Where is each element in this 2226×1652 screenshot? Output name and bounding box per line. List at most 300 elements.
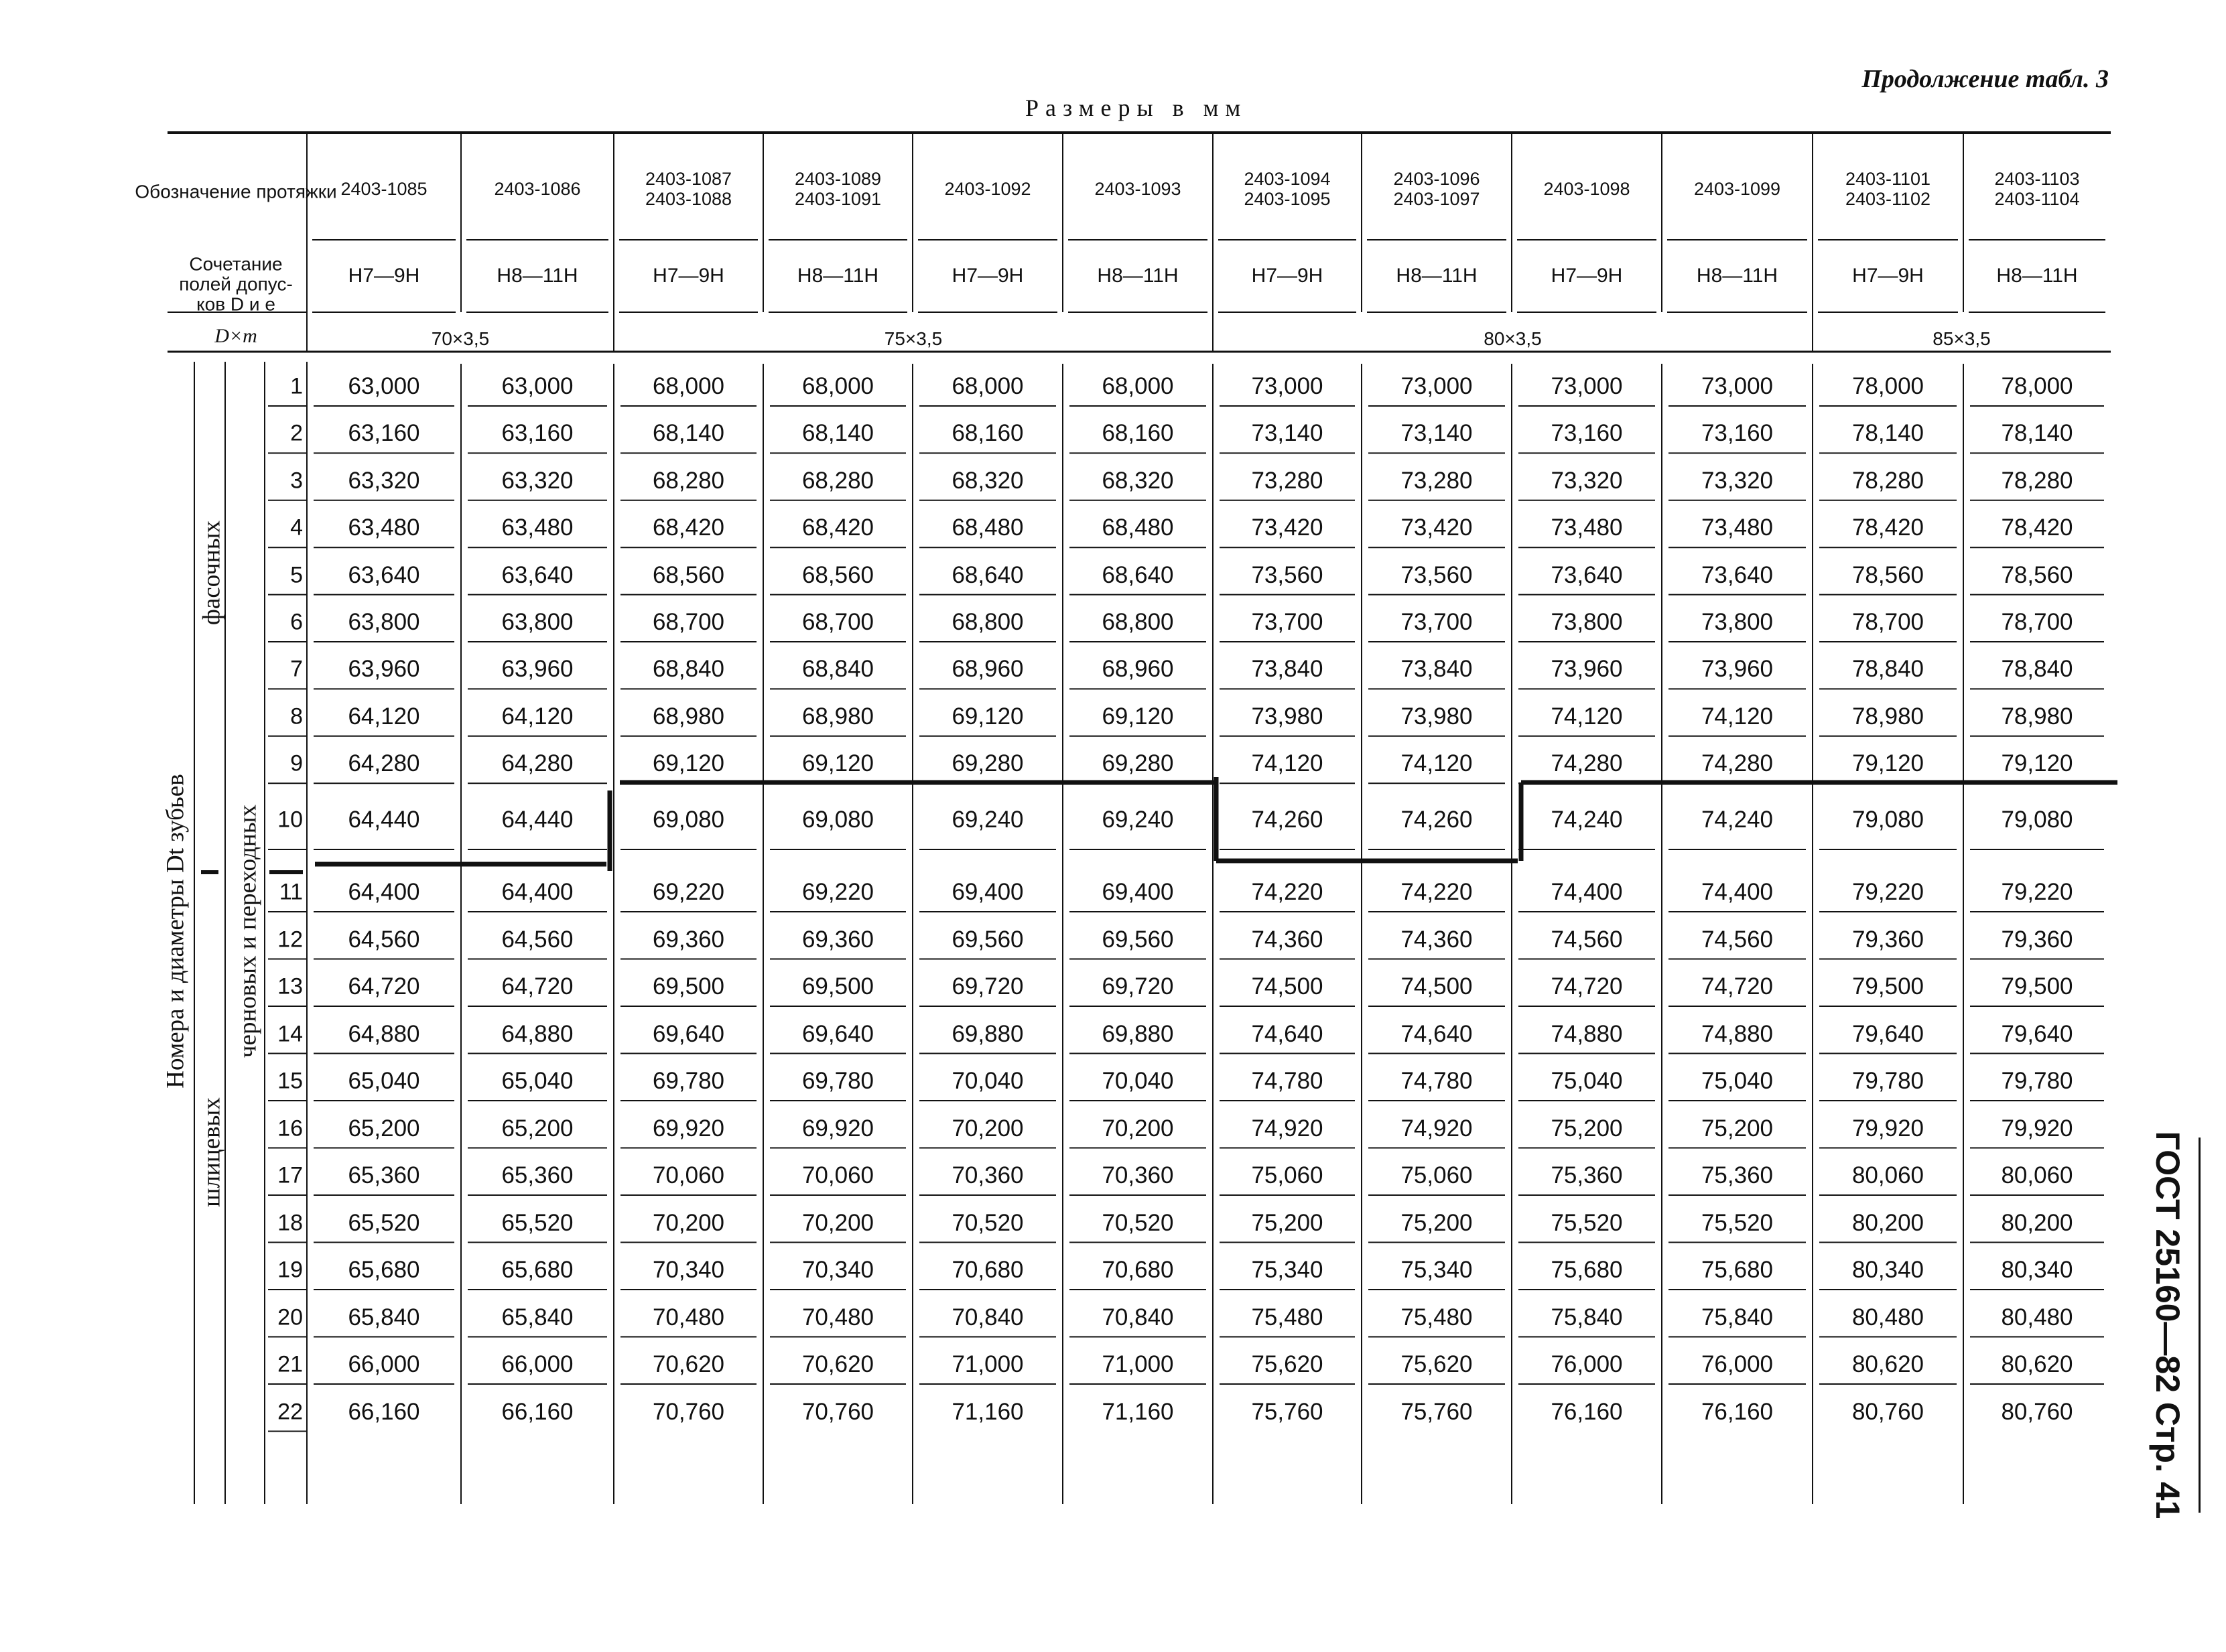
diameter-value: 63,640: [501, 561, 574, 588]
diameter-value: 80,340: [1851, 1257, 1924, 1283]
tolerance-cell: H7—9H: [653, 265, 724, 287]
diameter-value: 69,880: [1102, 1020, 1174, 1047]
diameter-value: 70,200: [952, 1115, 1024, 1142]
diameter-value: 74,560: [1551, 926, 1623, 953]
diameter-value: 74,360: [1251, 926, 1323, 953]
diameter-value: 69,080: [652, 807, 725, 833]
diameter-value: 74,920: [1400, 1115, 1473, 1142]
dxm-label: D×m: [214, 325, 257, 347]
diameter-value: 64,400: [348, 879, 420, 905]
dxm-group-cell: 80×3,5: [1484, 328, 1542, 349]
diameter-value: 74,720: [1551, 973, 1623, 1000]
designation-cell: [1994, 169, 2079, 209]
diameter-value: 74,280: [1701, 750, 1774, 777]
diameter-value: 74,500: [1251, 973, 1323, 1000]
designation-cell: [340, 179, 427, 199]
diameter-value: 76,000: [1701, 1351, 1774, 1377]
diameter-value: 75,360: [1551, 1162, 1623, 1188]
diameter-value: 79,120: [2001, 750, 2073, 777]
diameter-value: 68,700: [801, 609, 874, 635]
diameter-value: 75,840: [1701, 1304, 1774, 1330]
diameter-value: 70,200: [1102, 1115, 1174, 1142]
diameter-value: 73,840: [1251, 656, 1323, 683]
diameter-value: 66,000: [501, 1351, 574, 1377]
diameter-value: 70,040: [1102, 1068, 1174, 1094]
diameter-value: 74,220: [1400, 879, 1473, 905]
tooth-number: 4: [290, 514, 303, 541]
designation-code: 2403-1093: [1094, 178, 1181, 199]
diameter-value: 70,480: [652, 1304, 725, 1330]
diameter-value: 78,420: [2001, 514, 2073, 541]
diameter-value: 74,880: [1551, 1020, 1623, 1047]
diameter-value: 73,000: [1551, 373, 1623, 399]
diameter-value: 75,520: [1551, 1209, 1623, 1236]
diameter-value: 71,000: [952, 1351, 1024, 1377]
diameter-value: 80,200: [2001, 1209, 2073, 1236]
rough-transition-teeth-label: черновых и переходных: [234, 804, 262, 1058]
diameter-value: 69,220: [652, 879, 725, 905]
tooth-number: 11: [279, 879, 303, 905]
tooth-number: 3: [290, 468, 303, 494]
diameter-value: 69,080: [801, 807, 874, 833]
diameter-value: 73,800: [1551, 609, 1623, 635]
diameter-value: 74,240: [1701, 807, 1774, 833]
diameter-value: 73,420: [1251, 514, 1323, 541]
diameter-value: 75,360: [1701, 1162, 1774, 1188]
tooth-number: 17: [277, 1162, 303, 1188]
diameter-value: 73,000: [1701, 373, 1774, 399]
diameter-value: 76,160: [1701, 1398, 1774, 1425]
diameter-value: 63,160: [348, 420, 420, 447]
diameter-value: 79,640: [1851, 1020, 1924, 1047]
diameter-value: 68,560: [652, 561, 725, 588]
diameter-value: 74,780: [1400, 1068, 1473, 1094]
diameter-value: 79,080: [2001, 807, 2073, 833]
designation-code: 2403-1097: [1393, 189, 1480, 209]
designation-code: 2403-1088: [645, 189, 732, 209]
diameter-value: 68,980: [801, 703, 874, 730]
diameter-value: 73,700: [1400, 609, 1473, 635]
diameter-value: 78,140: [2001, 420, 2073, 447]
diameter-value: 65,360: [348, 1162, 420, 1188]
diameter-value: 65,040: [348, 1068, 420, 1094]
diameter-value: 69,220: [801, 879, 874, 905]
tooth-number: 10: [277, 807, 303, 833]
tolerance-cell: H8—11H: [797, 265, 879, 287]
diameter-value: 79,080: [1851, 807, 1924, 833]
tooth-number: 13: [277, 973, 303, 1000]
diameter-value: 64,440: [501, 807, 574, 833]
diameter-value: 64,440: [348, 807, 420, 833]
diameter-value: 65,840: [501, 1304, 574, 1330]
diameter-value: 68,800: [1102, 609, 1174, 635]
diameter-value: 73,140: [1400, 420, 1473, 447]
diameter-value: 73,420: [1400, 514, 1473, 541]
diameter-value: 75,480: [1251, 1304, 1323, 1330]
units-caption: Размеры в мм: [1025, 94, 1248, 121]
diameter-value: 69,120: [652, 750, 725, 777]
diameter-value: 75,060: [1251, 1162, 1323, 1188]
diameter-value: 79,120: [1851, 750, 1924, 777]
diameter-value: 80,480: [1851, 1304, 1924, 1330]
diameter-value: 70,340: [652, 1257, 725, 1283]
diameter-value: 75,340: [1400, 1257, 1473, 1283]
diameter-value: 68,480: [1102, 514, 1174, 541]
diameter-value: 69,560: [952, 926, 1024, 953]
diameter-value: 63,800: [348, 609, 420, 635]
diameter-value: 73,320: [1701, 467, 1774, 494]
diameter-value: 66,160: [501, 1398, 574, 1425]
diameter-value: 63,320: [501, 467, 574, 494]
diameter-value: 80,620: [2001, 1351, 2073, 1377]
diameter-value: 74,880: [1701, 1020, 1774, 1047]
diameter-value: 69,400: [1102, 879, 1174, 905]
diameter-value: 73,320: [1551, 467, 1623, 494]
diameter-value: 68,960: [952, 656, 1024, 683]
designation-cell: [1393, 169, 1480, 209]
diameter-value: 65,200: [348, 1115, 420, 1142]
diameter-value: 80,620: [1851, 1351, 1924, 1377]
diameter-value: 64,560: [348, 926, 420, 953]
diameter-value: 69,920: [801, 1115, 874, 1142]
diameter-value: 68,420: [652, 514, 725, 541]
diameter-value: 63,160: [501, 420, 574, 447]
diameter-value: 71,000: [1102, 1351, 1174, 1377]
diameter-value: 78,420: [1851, 514, 1924, 541]
diameter-value: 75,620: [1251, 1351, 1323, 1377]
diameter-value: 75,040: [1551, 1068, 1623, 1094]
tolerance-cell: H8—11H: [1996, 265, 2078, 287]
diameter-value: 70,520: [1102, 1209, 1174, 1236]
diameter-value: 70,480: [801, 1304, 874, 1330]
diameter-value: 80,340: [2001, 1257, 2073, 1283]
tooth-number: 6: [290, 609, 303, 635]
diameter-value: 74,120: [1701, 703, 1774, 730]
diameter-value: 68,000: [952, 373, 1024, 399]
tolerance-cell: H7—9H: [1251, 265, 1323, 287]
diameter-value: 68,000: [1102, 373, 1174, 399]
diameter-value: 78,280: [1851, 467, 1924, 494]
diameter-value: 71,160: [1102, 1398, 1174, 1425]
diameter-value: 75,520: [1701, 1209, 1774, 1236]
diameter-value: 69,120: [801, 750, 874, 777]
diameter-value: 78,140: [1851, 420, 1924, 447]
continuation-label: Продолжение табл. 3: [1861, 65, 2109, 93]
diameter-value: 68,560: [801, 561, 874, 588]
diameter-value: 71,160: [952, 1398, 1024, 1425]
diameter-value: 80,480: [2001, 1304, 2073, 1330]
diameter-value: 75,340: [1251, 1257, 1323, 1283]
diameter-value: 74,640: [1400, 1020, 1473, 1047]
diameter-value: 64,880: [348, 1020, 420, 1047]
diameter-value: 75,480: [1400, 1304, 1473, 1330]
diameter-value: 74,260: [1400, 807, 1473, 833]
designation-cell: [1244, 169, 1330, 209]
diameter-value: 74,360: [1400, 926, 1473, 953]
designation-cell: [944, 179, 1031, 199]
tooth-number: 16: [277, 1115, 303, 1141]
teeth-numbers-label: Номера и диаметры Dt зубьев: [161, 774, 190, 1089]
designation-code: 2403-1099: [1693, 178, 1781, 199]
diameter-value: 73,700: [1251, 609, 1323, 635]
diameter-value: 65,520: [501, 1209, 574, 1236]
diameter-value: 68,280: [652, 467, 725, 494]
diameter-value: 64,720: [501, 973, 574, 1000]
diameter-value: 70,840: [1102, 1304, 1174, 1330]
designation-code: 2403-1086: [494, 178, 581, 199]
diameter-value: 70,520: [952, 1209, 1024, 1236]
diameter-value: 75,760: [1251, 1398, 1323, 1425]
diameter-value: 68,320: [1102, 467, 1174, 494]
diameter-value: 79,220: [2001, 879, 2073, 905]
diameter-value: 68,840: [652, 656, 725, 683]
diameter-value: 69,560: [1102, 926, 1174, 953]
diameter-value: 78,840: [1851, 656, 1924, 683]
diameter-value: 78,000: [2001, 373, 2073, 399]
diameter-value: 64,720: [348, 973, 420, 1000]
diameter-value: 73,000: [1400, 373, 1473, 399]
diameter-value: 75,680: [1701, 1257, 1774, 1283]
designation-cell: [645, 169, 732, 209]
diameter-value: 80,200: [1851, 1209, 1924, 1236]
diameter-value: 73,480: [1701, 514, 1774, 541]
diameter-value: 74,280: [1551, 750, 1623, 777]
diameter-value: 79,500: [1851, 973, 1924, 1000]
diameter-value: 73,160: [1701, 420, 1774, 447]
diameter-value: 73,560: [1251, 561, 1323, 588]
diameter-value: 68,000: [801, 373, 874, 399]
diameter-value: 75,760: [1400, 1398, 1473, 1425]
tolerance-cell: H7—9H: [1551, 265, 1623, 287]
diameter-value: 69,780: [801, 1068, 874, 1094]
tolerance-label-line: Сочетание: [189, 253, 283, 275]
tooth-number: 20: [277, 1304, 303, 1330]
tolerance-label-line: ков D и e: [196, 293, 275, 315]
diameter-value: 69,720: [952, 973, 1024, 1000]
tolerance-cell: H8—11H: [1696, 265, 1778, 287]
diameter-value: 75,200: [1400, 1209, 1473, 1236]
diameter-value: 73,640: [1551, 561, 1623, 588]
diameter-value: 75,040: [1701, 1068, 1774, 1094]
designation-code: 2403-1085: [340, 178, 428, 199]
spline-teeth-label: шлицевых: [198, 1097, 226, 1207]
designation-code: 2403-1104: [1994, 189, 2080, 209]
diameter-value: 66,160: [348, 1398, 420, 1425]
tooth-number: 9: [290, 750, 303, 776]
diameter-value: 68,420: [801, 514, 874, 541]
designation-code: 2403-1096: [1393, 168, 1480, 189]
diameter-value: 70,620: [801, 1351, 874, 1377]
diameter-value: 69,500: [801, 973, 874, 1000]
tooth-number: 21: [277, 1351, 303, 1377]
designation-code: 2403-1098: [1543, 178, 1630, 199]
diameter-value: 76,160: [1551, 1398, 1623, 1425]
designation-code: 2403-1089: [794, 168, 882, 189]
diameter-value: 69,780: [652, 1068, 725, 1094]
diameter-value: 69,880: [952, 1020, 1024, 1047]
diameter-value: 73,840: [1400, 656, 1473, 683]
diameter-value: 68,140: [652, 420, 725, 447]
tolerance-cell: H8—11H: [497, 265, 578, 287]
diameter-value: 74,240: [1551, 807, 1623, 833]
diameter-value: 74,400: [1551, 879, 1623, 905]
diameter-value: 69,640: [801, 1020, 874, 1047]
diameter-value: 73,480: [1551, 514, 1623, 541]
diameter-value: 69,920: [652, 1115, 725, 1142]
diameter-value: 68,640: [1102, 561, 1174, 588]
diameter-value: 70,040: [952, 1068, 1024, 1094]
diameter-value: 74,220: [1251, 879, 1323, 905]
tooth-number: 14: [277, 1021, 303, 1046]
diameter-value: 70,360: [952, 1162, 1024, 1188]
diameter-value: 69,400: [952, 879, 1024, 905]
diameter-value: 78,840: [2001, 656, 2073, 683]
diameter-value: 69,360: [652, 926, 725, 953]
diameter-value: 69,240: [1102, 807, 1174, 833]
diameter-value: 63,480: [348, 514, 420, 541]
diameter-value: 78,700: [1851, 609, 1924, 635]
tooth-number: 2: [290, 420, 303, 446]
diameter-value: 63,640: [348, 561, 420, 588]
diameter-value: 69,120: [1102, 703, 1174, 730]
designation-cell: [1845, 169, 1930, 209]
diameter-value: 68,700: [652, 609, 725, 635]
tooth-number: 8: [290, 703, 303, 730]
diameter-value: 69,360: [801, 926, 874, 953]
diameter-value: 69,720: [1102, 973, 1174, 1000]
diameter-value: 69,240: [952, 807, 1024, 833]
diameter-value: 78,980: [2001, 703, 2073, 730]
diameter-value: 70,060: [652, 1162, 725, 1188]
diameter-value: 69,120: [952, 703, 1024, 730]
designation-cell: [1694, 179, 1780, 199]
diameter-value: 79,780: [2001, 1068, 2073, 1094]
diameter-value: 64,880: [501, 1020, 574, 1047]
diameter-value: 63,480: [501, 514, 574, 541]
diameter-value: 74,560: [1701, 926, 1774, 953]
diameter-value: 75,680: [1551, 1257, 1623, 1283]
diameter-value: 64,120: [348, 703, 420, 730]
diameter-value: 73,980: [1251, 703, 1323, 730]
diameter-value: 73,280: [1251, 467, 1323, 494]
diameter-value: 63,800: [501, 609, 574, 635]
diameter-value: 64,400: [501, 879, 574, 905]
diameter-value: 65,200: [501, 1115, 574, 1142]
diameter-value: 69,640: [652, 1020, 725, 1047]
diameter-value: 65,520: [348, 1209, 420, 1236]
diameter-value: 73,140: [1251, 420, 1323, 447]
diameter-value: 65,840: [348, 1304, 420, 1330]
diameter-value: 70,360: [1102, 1162, 1174, 1188]
diameter-value: 65,680: [348, 1257, 420, 1283]
diameter-value: 68,320: [952, 467, 1024, 494]
diameter-value: 70,680: [952, 1257, 1024, 1283]
diameter-value: 68,640: [952, 561, 1024, 588]
tolerance-cell: H8—11H: [1396, 265, 1478, 287]
diameter-value: 63,320: [348, 467, 420, 494]
diameter-value: 73,960: [1701, 656, 1774, 683]
designation-label: Обозначение протяжки: [135, 181, 337, 202]
diameter-value: 74,400: [1701, 879, 1774, 905]
diameter-value: 68,000: [652, 373, 725, 399]
diameter-value: 74,720: [1701, 973, 1774, 1000]
diameter-value: 68,160: [1102, 420, 1174, 447]
diameter-value: 70,760: [652, 1398, 725, 1425]
diameter-value: 66,000: [348, 1351, 420, 1377]
diameter-value: 68,800: [952, 609, 1024, 635]
diameter-value: 69,280: [952, 750, 1024, 777]
diameter-value: 79,640: [2001, 1020, 2073, 1047]
diameter-value: 68,960: [1102, 656, 1174, 683]
diameter-value: 73,560: [1400, 561, 1473, 588]
tooth-number: 22: [277, 1399, 303, 1424]
tolerance-cell: H7—9H: [1852, 265, 1924, 287]
diameter-value: 65,360: [501, 1162, 574, 1188]
diameter-value: 64,120: [501, 703, 574, 730]
diameter-value: 78,280: [2001, 467, 2073, 494]
diameter-value: 80,760: [1851, 1398, 1924, 1425]
diameter-value: 75,840: [1551, 1304, 1623, 1330]
diameter-value: 70,340: [801, 1257, 874, 1283]
diameter-value: 79,360: [2001, 926, 2073, 953]
diameter-value: 68,840: [801, 656, 874, 683]
diameter-value: 78,000: [1851, 373, 1924, 399]
diameter-value: 80,760: [2001, 1398, 2073, 1425]
diameter-value: 73,160: [1551, 420, 1623, 447]
diameter-value: 70,200: [652, 1209, 725, 1236]
diameter-value: 78,560: [2001, 561, 2073, 588]
dxm-group-cell: 70×3,5: [431, 328, 490, 349]
designation-cell: [795, 169, 881, 209]
designation-code: 2403-1103: [1994, 168, 2080, 189]
dxm-group-cell: 75×3,5: [884, 328, 943, 349]
tolerance-cell: H7—9H: [952, 265, 1024, 287]
designation-code: 2403-1095: [1244, 189, 1331, 209]
diameter-value: 74,500: [1400, 973, 1473, 1000]
diameter-value: 80,060: [2001, 1162, 2073, 1188]
diameter-value: 75,200: [1551, 1115, 1623, 1142]
tooth-number: 19: [277, 1257, 303, 1283]
diameter-value: 75,200: [1251, 1209, 1323, 1236]
diameter-value: 69,500: [652, 973, 725, 1000]
diameter-value: 64,280: [348, 750, 420, 777]
diameter-value: 74,120: [1400, 750, 1473, 777]
dxm-group-cell: 85×3,5: [1933, 328, 1991, 349]
diameter-value: 64,560: [501, 926, 574, 953]
designation-cell: [1094, 179, 1181, 199]
diameter-value: 68,160: [952, 420, 1024, 447]
diameter-value: 70,620: [652, 1351, 725, 1377]
diameter-value: 73,960: [1551, 656, 1623, 683]
diameter-value: 79,920: [1851, 1115, 1924, 1142]
diameter-value: 69,280: [1102, 750, 1174, 777]
diameter-value: 79,780: [1851, 1068, 1924, 1094]
diameter-value: 74,640: [1251, 1020, 1323, 1047]
diameter-value: 68,480: [952, 514, 1024, 541]
diameter-value: 74,120: [1251, 750, 1323, 777]
gost-spine-text: ГОСТ 25160—82 Стр. 41: [2149, 1131, 2186, 1519]
diameter-value: 70,680: [1102, 1257, 1174, 1283]
diameter-value: 68,280: [801, 467, 874, 494]
diameter-value: 65,680: [501, 1257, 574, 1283]
tolerance-cell: H7—9H: [348, 265, 420, 287]
tooth-number: 18: [277, 1210, 303, 1235]
diameter-value: 63,000: [348, 373, 420, 399]
diameter-value: 79,220: [1851, 879, 1924, 905]
designation-code: 2403-1087: [645, 168, 732, 189]
diameter-value: 73,280: [1400, 467, 1473, 494]
designation-code: 2403-1101: [1845, 168, 1931, 189]
